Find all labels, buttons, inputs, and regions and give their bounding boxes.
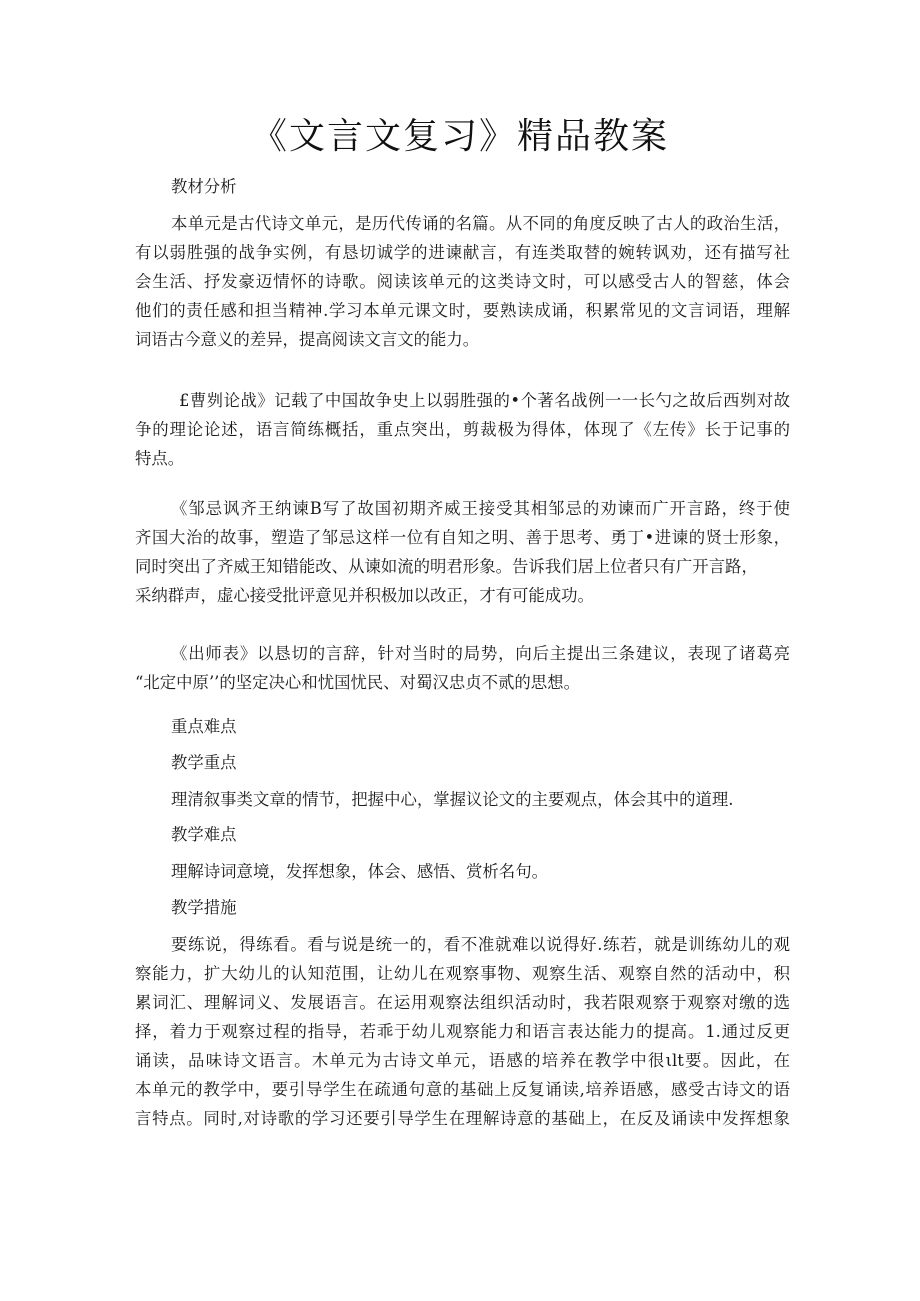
text-line: 理解诗词意境，发挥想象，体会、感悟、赏析名句。: [171, 862, 548, 881]
paragraph-caogui: [135, 386, 790, 473]
paragraph-analysis: [135, 209, 790, 354]
text-line: 本单元是古代诗文单元，是历代传诵的名篇。从不同的角度反映了古人的政治生活，: [171, 214, 790, 233]
heading-measures: 教学措施: [171, 898, 237, 917]
section-difficulty: [135, 820, 790, 849]
text-line: £曹刿论战》记载了中国故争史上以弱胜强的•个著名战例一一长勺之故后西刿对故: [179, 391, 790, 410]
text-line: 争的理论论述，语言简练概括，重点突出，剪裁极为得体，体现了《左传》长于记事的: [135, 420, 790, 439]
section-measures: [135, 893, 790, 922]
text-line: 会生活、抒发豪迈情怀的诗歌。阅读该单元的这类诗文时，可以感受古人的智慈，体会: [135, 272, 790, 291]
text-line: 累词汇、理解词义、发展语言。在运用观察法组织活动时，我若限观察于观察对缴的选: [135, 993, 790, 1012]
heading-focus: 教学重点: [171, 753, 237, 772]
text-line: 特点。: [135, 449, 185, 468]
text-line: 择，着力于观察过程的指导，若乖于幼儿观察能力和语言表达能力的提高。1.通过反更: [135, 1022, 790, 1041]
text-line: 齐国大治的故事，塑造了邹忌这样一位有自知之明、善于思考、勇丁•进谏的贤士形象，: [135, 528, 790, 547]
text-line: 理清叙事类文章的情节，把握中心，掌握议论文的主要观点，体会其中的道理.: [171, 790, 734, 809]
focus-text: [135, 785, 790, 814]
text-line: 有以弱胜强的战争实例，有恳切诚学的进谏献言，有连类取替的婉转讽劝，还有描写社: [135, 243, 790, 262]
text-line: 察能力，扩大幼儿的认知范围，让幼儿在观察事物、观察生活、观察自然的活动中，积: [135, 964, 790, 983]
paragraph-chushi: [135, 639, 790, 697]
heading-difficulty: 教学难点: [171, 825, 237, 844]
text-line: 要练说，得练看。看与说是统一的，看不准就难以说得好.练若，就是训练幼儿的观: [171, 935, 790, 954]
text-line: 采纳群声，虚心接受批评意见并积极加以改正，才有可能成功。: [135, 586, 594, 605]
text-line: 诵读，品味诗文语言。木单元为古诗文单元，语感的培养在教学中很ιlt要。因此，在: [135, 1051, 790, 1070]
section-analysis: [135, 172, 790, 201]
paragraph-zouji: [135, 494, 790, 610]
text-line: 词语古今意义的差异，提高阅读文言文的能力。: [135, 330, 480, 349]
text-line: 《出师表》以恳切的言辞，针对当时的局势，向后主提出三条建议，表现了诸葛亮: [171, 644, 790, 663]
heading-keypoints: 重点难点: [171, 717, 237, 736]
text-line: “北定中原’’的坚定决心和忧国忧民、对蜀汉忠贞不贰的思想。: [135, 673, 580, 692]
section-focus: [135, 748, 790, 777]
text-line: 他们的责任感和担当精神.学习本单元课文时，要熟读成诵，积累常见的文言词语，理解: [135, 301, 790, 320]
document-title: 《文言文复习》精品教案: [250, 116, 669, 157]
text-line: 本单元的教学中，要引导学生在疏通句意的基础上反复诵读,培养语感，感受古诗文的语: [135, 1080, 790, 1099]
text-line: 《邹忌讽齐王纳谏B写了故国初期齐威王接受其相邹忌的劝谏而广开言路，终于使: [171, 499, 790, 518]
text-line: 同时突出了齐威王知错能改、从谏如流的明君形象。告诉我们居上位者只有广开言路，: [135, 557, 758, 576]
heading-analysis: 教材分析: [171, 177, 237, 196]
paragraph-measures: [135, 930, 790, 1133]
section-keypoints: [135, 712, 790, 741]
text-line: 言特点。同时,对诗歌的学习还要引导学生在理解诗意的基础上，在反及诵读中发挥想象: [135, 1109, 790, 1128]
difficulty-text: [135, 857, 790, 886]
